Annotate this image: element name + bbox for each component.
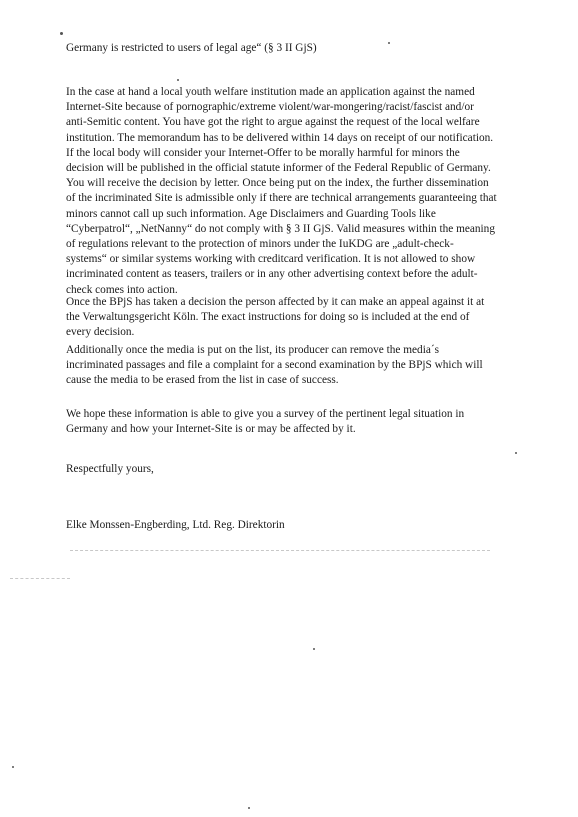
scan-speck [388,42,390,44]
scan-speck [248,807,250,809]
signature-line: Elke Monssen-Engberding, Ltd. Reg. Direktorin [66,519,285,531]
scan-speck [515,452,517,454]
paragraph-index-procedure: In the case at hand a local youth welfare institution made an application against the named Internet-Site because of pornographic/extreme violent/war-mongering/racist/fascist and/or anti-Semitic content. You have got the right to argue against the request of the local welfare institution. The memorandum has to be delivered within 14 days on receipt of our notification. If the local body will consider your Internet-Offer to be morally harmful for minors the decision will be published in the official statute informer of the Federal Republic of Germany. You will receive the decision by letter. Once being put on the index, the further dissemination of the incriminated Site is admissible only if there are technical arrangements guaranteeing that minors cannot call up such information. Age Disclaimers and Guarding Tools like “Cyberpatrol“, „NetNanny“ do not comply with § 3 II GjS. Valid measures within the meaning of regulations relevant to the protection of minors under the IuKDG are „adult-check- systems“ or similar systems working with creditcard verification. It is not allowed to show incriminated content as teasers, trailers or in any other advertising context before the adult- check comes into action. [66,86,497,296]
scan-speck [60,32,63,35]
scan-speck [12,766,14,768]
paragraph-second-examination: Additionally once the media is put on the list, its producer can remove the media´s incriminated passages and file a complaint for a second examination by the BPjS which will cause the media to be erased from the list in case of success. [66,344,483,387]
scan-line [70,550,490,551]
scan-speck [313,648,315,650]
closing-salutation: Respectfully yours, [66,463,154,475]
intro-line: Germany is restricted to users of legal age“ (§ 3 II GjS) [66,42,317,54]
paragraph-appeal: Once the BPjS has taken a decision the person affected by it can make an appeal against it at the Verwaltungsgericht Köln. The exact instructions for doing so is included at the end of every decision. [66,296,485,339]
scan-speck [177,79,179,81]
paragraph-summary: We hope these information is able to give you a survey of the pertinent legal situation in Germany and how your Internet-Site is or may be affected by it. [66,408,465,436]
scan-line [10,578,70,579]
